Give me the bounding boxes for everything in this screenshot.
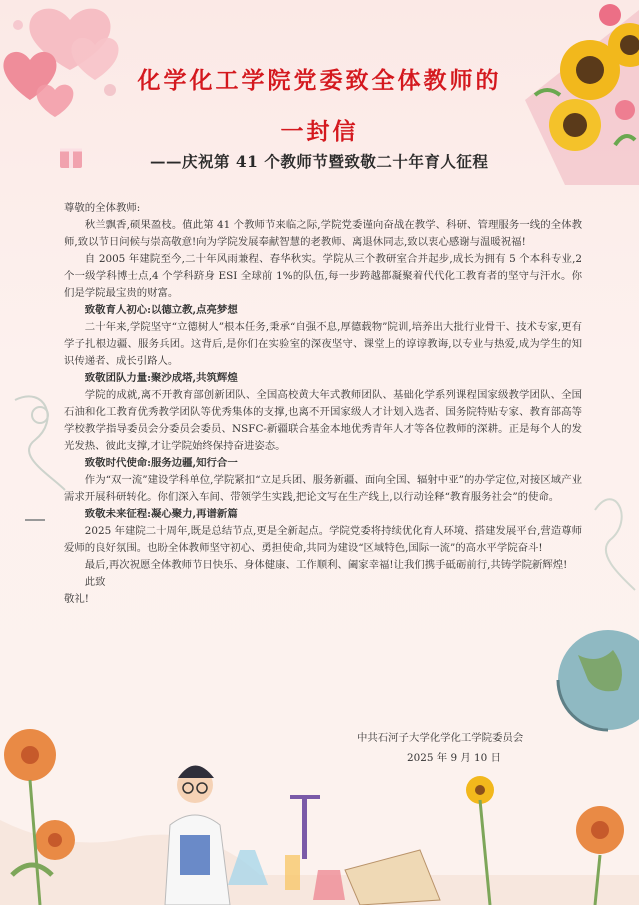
paragraph: 作为“双一流”建设学科单位,学院紧扣“立足兵团、服务新疆、面向全国、辐射中亚”的办学定位,对接区域产业需求开展科研转化。你们深入车间、带领学生实践,把论文写在生产线上,以行动诠释“教育服务社会”的使命。	[64, 474, 582, 503]
signature-block	[357, 728, 523, 768]
scientist-illustration	[165, 766, 230, 905]
greeting: 尊敬的全体教师:	[64, 202, 141, 214]
signature-date: 2025 年 9 月 10 日	[407, 752, 501, 764]
section-heading: 致敬时代使命:服务边疆,知行合一	[84, 457, 238, 469]
letter-body	[64, 200, 582, 608]
closing-salute: 敬礼!	[64, 593, 89, 605]
paragraph: 秋兰飘香,硕果盈枝。值此第 41 个教师节来临之际,学院党委谨向奋战在教学、科研、管理服务一线的全体教师,致以节日问候与崇高敬意!向为学院发展奉献智慧的老教师、离退休同志,致以衷心感谢与温暖祝福!	[64, 219, 582, 248]
section-heading: 致敬团队力量:聚沙成塔,共筑辉煌	[84, 372, 238, 384]
flower-icon	[4, 729, 56, 781]
closing-line: 此致	[84, 576, 106, 588]
rose-icon	[599, 4, 621, 26]
formula-doodle	[585, 470, 639, 620]
signature-org: 中共石河子大学化学化工学院委员会	[357, 732, 524, 744]
paragraph: 最后,再次祝愿全体教师节日快乐、身体健康、工作顺利、阖家幸福!让我们携手砥砺前行,共铸学院新辉煌!	[84, 559, 568, 571]
flower-icon	[466, 776, 494, 804]
flower-icon	[576, 806, 624, 854]
page-subtitle: ——庆祝第 41 个教师节暨致敬二十年育人征程	[150, 152, 489, 171]
page-title-line2: 一封信	[280, 118, 359, 145]
paragraph: 二十年来,学院坚守“立德树人”根本任务,秉承“自强不息,厚德载物”院训,培养出大批行业骨干、技术专家,更有学子扎根边疆、服务兵团。这背后,是你们在实验室的深夜坚守、课堂上的谆谆教诲,以专业与热爱,成为学生的知识传递者、成长引路人。	[64, 321, 582, 367]
section-heading: 致敬未来征程:凝心聚力,再谱新篇	[84, 508, 238, 520]
flowers-decoration	[0, 700, 639, 905]
paragraph: 2025 年建院二十周年,既是总结节点,更是全新起点。学院党委将持续优化育人环境、搭建发展平台,营造尊师爱师的良好氛围。也盼全体教师坚守初心、勇担使命,共同为建设“区域特色,国际一流”的高水平学院奋斗!	[64, 525, 582, 554]
paragraph: 学院的成就,离不开教育部创新团队、全国高校黄大年式教师团队、基础化学系列课程国家级教学团队、全国石油和化工教育优秀教学团队等优秀集体的支撑,也离不开国家级人才计划入选者、国务院特贴专家、教育部高等学校教学指导委员会分委员会委员、NSFC-新疆联合基金本地优秀青年人才等各位教师的深耕。正是每个人的发光发热、彼此支撑,才让学院始终保持奋进姿态。	[64, 389, 582, 452]
page-title: 化学化工学院党委致全体教师的	[137, 67, 502, 94]
section-heading: 致敬育人初心:以德立教,点亮梦想	[84, 304, 238, 316]
paragraph: 自 2005 年建院至今,二十年风雨兼程、春华秋实。学院从三个教研室合并起步,成长为拥有 5 个本科专业,2 个一级学科博士点,4 个学科跻身 ESI 全球前 1%的队伍,每一步跨越都凝聚着代代化工教育者的坚守与汗水。你们是学院最宝贵的财富。	[64, 253, 582, 299]
flower-icon	[35, 820, 75, 860]
